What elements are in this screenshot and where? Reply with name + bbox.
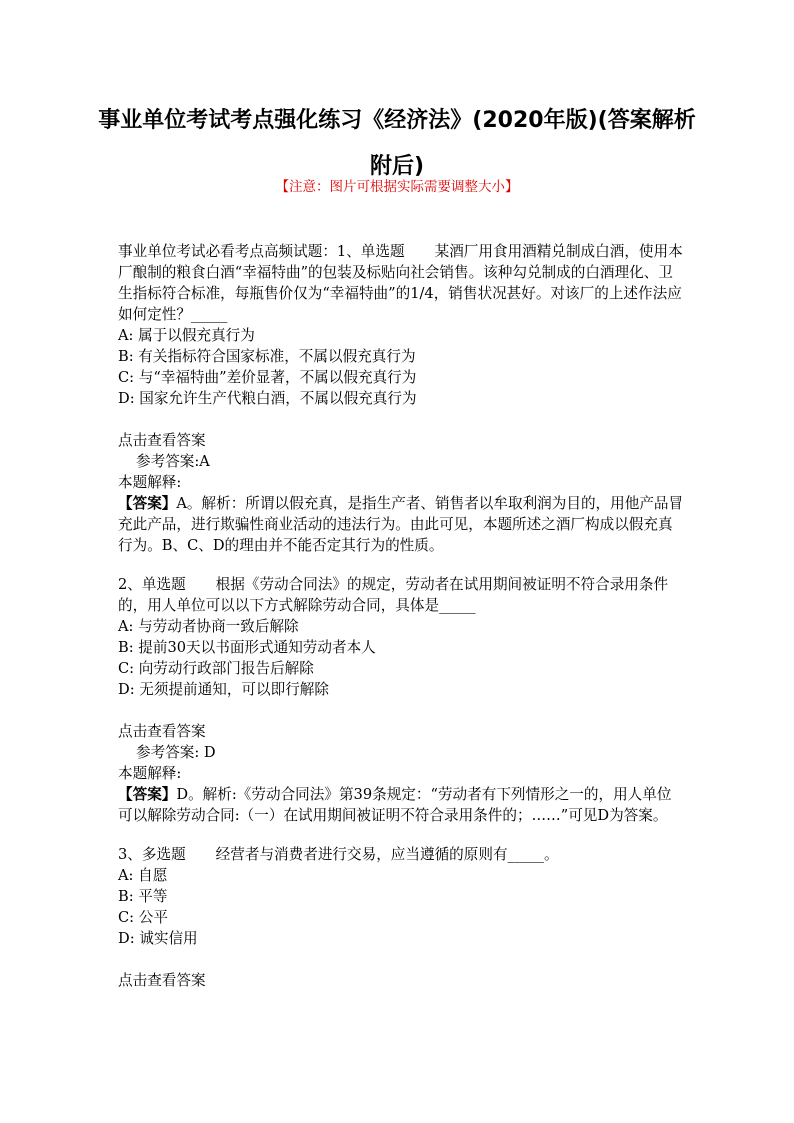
option-b: B: 提前30天以书面形式通知劳动者本人: [118, 639, 376, 656]
explanation-label: 本题解释:: [118, 765, 182, 782]
explanation-text: [118, 493, 686, 556]
question-1: [118, 241, 686, 556]
option-c: C: 向劳动行政部门报告后解除: [118, 660, 314, 677]
intro-text: 事业单位考试必看考点高频试题：: [118, 243, 337, 260]
option-d: D: 国家允许生产代粮白酒，不属以假充真行为: [118, 390, 417, 407]
question-stem: [118, 844, 686, 865]
reference-answer: 参考答案: D: [136, 744, 216, 761]
resize-notice: 【注意：图片可根据实际需要调整大小】: [275, 179, 519, 195]
question-text: 根据《劳动合同法》的规定，劳动者在试用期间被证明不符合录用条件的，用人单位可以以下方式解除劳动合同，具体是_____: [118, 576, 669, 614]
answer-tag: 【答案】: [118, 495, 177, 512]
view-answer-link[interactable]: 点击查看答案: [118, 432, 206, 449]
explanation-label: 本题解释:: [118, 474, 182, 491]
explanation-body: A。解析：所谓以假充真，是指生产者、销售者以牟取利润为目的，用他产品冒充此产品，进行欺骗性商业活动的违法行为。由此可见，本题所述之酒厂构成以假充真行为。B、C、D的理由并不能否定其行为的性质。: [118, 495, 684, 554]
question-stem: [118, 241, 686, 325]
question-text: 某酒厂用食用酒精兑制成白酒，使用本厂酿制的粮食白酒“幸福特曲”的包装及标贴向社会销售。该种勾兑制成的白酒理化、卫生指标符合标准，每瓶售价仅为“幸福特曲”的1/4，销售状况甚好。对该厂的上述作法应如何定性？_____: [118, 243, 683, 323]
document-title: 事业单位考试考点强化练习《经济法》(2020年版)(答案解析附后): [98, 108, 696, 179]
option-b: B: 平等: [118, 888, 168, 905]
question-text: 经营者与消费者进行交易，应当遵循的原则有_____。: [215, 846, 559, 863]
question-number: 2、单选题: [118, 576, 186, 593]
option-a: A: 与劳动者协商一致后解除: [118, 618, 299, 635]
question-number: 1、单选题: [336, 243, 405, 260]
question-number: 3、多选题: [118, 846, 186, 863]
question-list: [118, 241, 686, 991]
explanation-text: [118, 784, 686, 826]
option-d: D: 诚实信用: [118, 930, 198, 947]
view-answer-link[interactable]: 点击查看答案: [118, 723, 206, 740]
view-answer-link[interactable]: 点击查看答案: [118, 972, 206, 989]
option-a: A: 自愿: [118, 867, 168, 884]
option-a: A: 属于以假充真行为: [118, 327, 255, 344]
reference-answer: 参考答案:A: [136, 453, 210, 470]
option-b: B: 有关指标符合国家标准，不属以假充真行为: [118, 348, 416, 365]
question-2: [118, 574, 686, 826]
option-d: D: 无须提前通知，可以即行解除: [118, 681, 329, 698]
option-c: C: 与“幸福特曲”差价显著，不属以假充真行为: [118, 369, 417, 386]
answer-tag: 【答案】: [118, 786, 177, 803]
question-stem: [118, 574, 686, 616]
option-c: C: 公平: [118, 909, 168, 926]
question-3: [118, 844, 686, 991]
explanation-body: D。解析:《劳动合同法》第39条规定：“劳动者有下列情形之一的，用人单位可以解除劳动合同:（一）在试用期间被证明不符合录用条件的；……”可见D为答案。: [118, 786, 672, 824]
